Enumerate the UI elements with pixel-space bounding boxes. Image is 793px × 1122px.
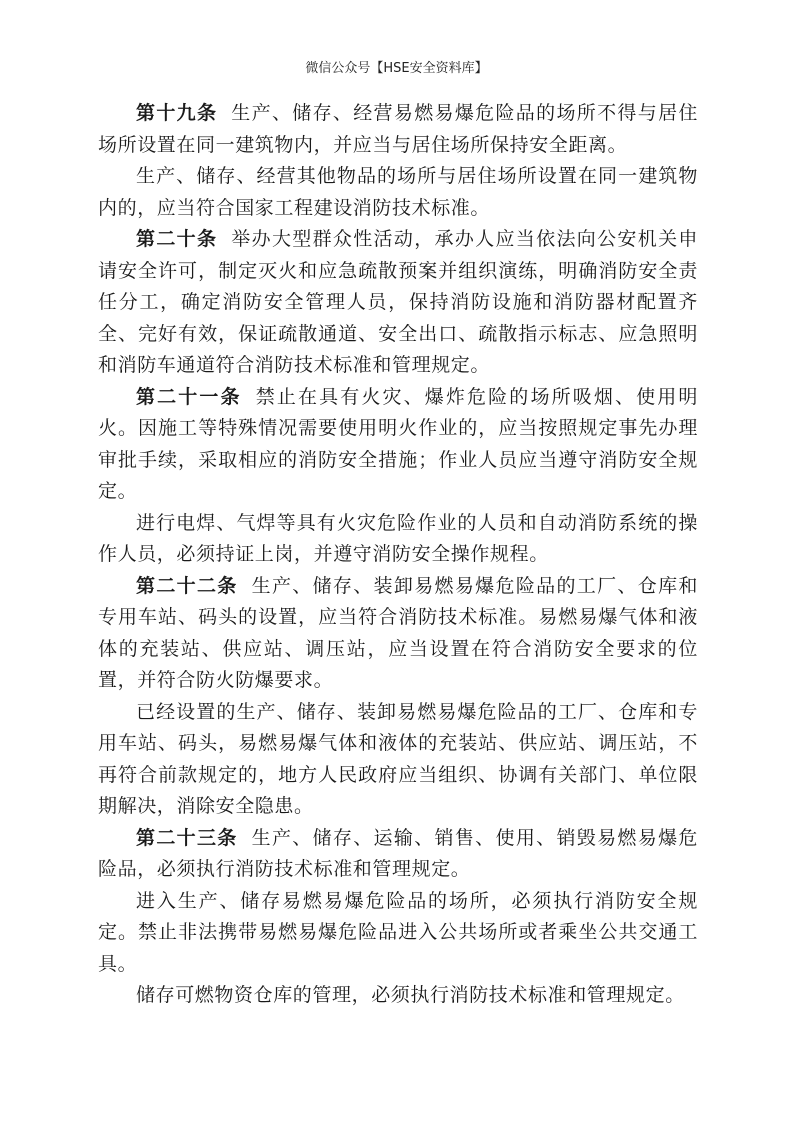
paragraph [98, 980, 698, 1012]
paragraph-text: 进入生产、储存易燃易爆危险品的场所，必须执行消防安全规定。禁止非法携带易燃易爆危险品进入公共场所或者乘坐公共交通工具。 [98, 889, 698, 975]
paragraph-text: 生产、储存、装卸易燃易爆危险品的工厂、仓库和专用车站、码头的设置，应当符合消防技术标准。易燃易爆气体和液体的充装站、供应站、调压站，应当设置在符合消防安全要求的位置，并符合防火防爆要求。 [98, 574, 698, 691]
paragraph-text: 禁止在具有火灾、爆炸危险的场所吸烟、使用明火。因施工等特殊情况需要使用明火作业的，应当按照规定事先办理审批手续，采取相应的消防安全措施；作业人员应当遵守消防安全规定。 [98, 385, 698, 502]
paragraph [98, 161, 698, 224]
paragraph-text: 储存可燃物资仓库的管理，必须执行消防技术标准和管理规定。 [136, 984, 685, 1006]
document-body [98, 98, 698, 1012]
page-header: 微信公众号【HSE安全资料库】 [305, 61, 488, 76]
paragraph-article-22 [98, 571, 698, 697]
paragraph-text: 进行电焊、气焊等具有火灾危险作业的人员和自动消防系统的操作人员，必须持证上岗，并遵守消防安全操作规程。 [98, 511, 698, 565]
paragraph-article-19 [98, 98, 698, 161]
article-number: 第二十二条 [136, 574, 238, 597]
paragraph-article-20 [98, 224, 698, 382]
paragraph-text: 生产、储存、经营其他物品的场所与居住场所设置在同一建筑物内的，应当符合国家工程建设消防技术标准。 [98, 165, 698, 219]
paragraph-article-21 [98, 382, 698, 508]
paragraph-text: 生产、储存、运输、销售、使用、销毁易燃易爆危险品，必须执行消防技术标准和管理规定。 [98, 826, 698, 880]
paragraph [98, 697, 698, 823]
paragraph-article-23 [98, 823, 698, 886]
article-number: 第二十条 [136, 228, 218, 250]
paragraph [98, 508, 698, 571]
paragraph-text: 举办大型群众性活动，承办人应当依法向公安机关申请安全许可，制定灭火和应急疏散预案并组织演练，明确消防安全责任分工，确定消防安全管理人员，保持消防设施和消防器材配置齐全、完好有效，保证疏散通道、安全出口、疏散指示标志、应急照明和消防车通道符合消防技术标准和管理规定。 [98, 228, 698, 376]
article-number: 第二十三条 [136, 826, 238, 849]
article-number: 第十九条 [136, 102, 218, 124]
paragraph [98, 886, 698, 981]
paragraph-text: 生产、储存、经营易燃易爆危险品的场所不得与居住场所设置在同一建筑物内，并应当与居住场所保持安全距离。 [98, 102, 698, 156]
paragraph-text: 已经设置的生产、储存、装卸易燃易爆危险品的工厂、仓库和专用车站、码头，易燃易爆气体和液体的充装站、供应站、调压站，不再符合前款规定的，地方人民政府应当组织、协调有关部门、单位限期解决，消除安全隐患。 [98, 700, 698, 817]
article-number: 第二十一条 [136, 385, 242, 408]
